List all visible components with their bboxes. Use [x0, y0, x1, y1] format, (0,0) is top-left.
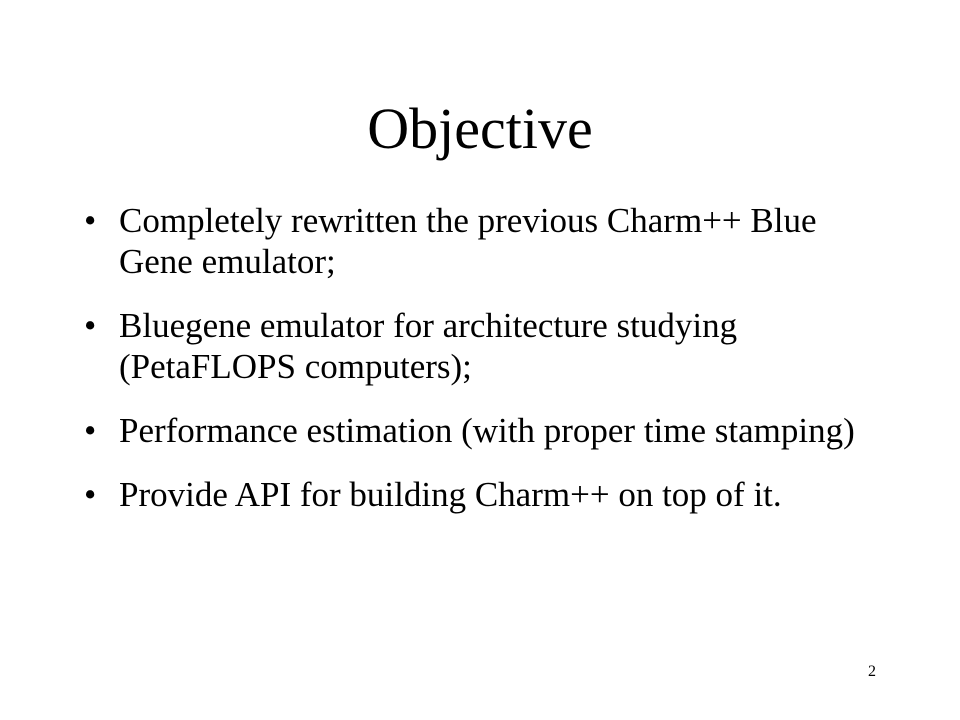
bullet-text: Completely rewritten the previous Charm++ Blue Gene emulator;	[119, 201, 817, 281]
bullet-icon: •	[84, 201, 97, 240]
bullet-icon: •	[84, 306, 97, 345]
page-number: 2	[868, 663, 876, 680]
bullet-text: Performance estimation (with proper time stamping)	[119, 411, 855, 450]
bullet-item	[84, 474, 884, 515]
bullet-item	[84, 410, 884, 451]
bullet-item	[84, 200, 884, 282]
bullet-text: Provide API for building Charm++ on top of it.	[119, 475, 782, 514]
bullet-text: Bluegene emulator for architecture studying (PetaFLOPS computers);	[119, 306, 738, 386]
bullet-item	[84, 305, 884, 387]
bullet-list	[84, 200, 884, 515]
bullet-icon: •	[84, 411, 97, 450]
slide-title: Objective	[367, 96, 593, 161]
bullet-icon: •	[84, 475, 97, 514]
